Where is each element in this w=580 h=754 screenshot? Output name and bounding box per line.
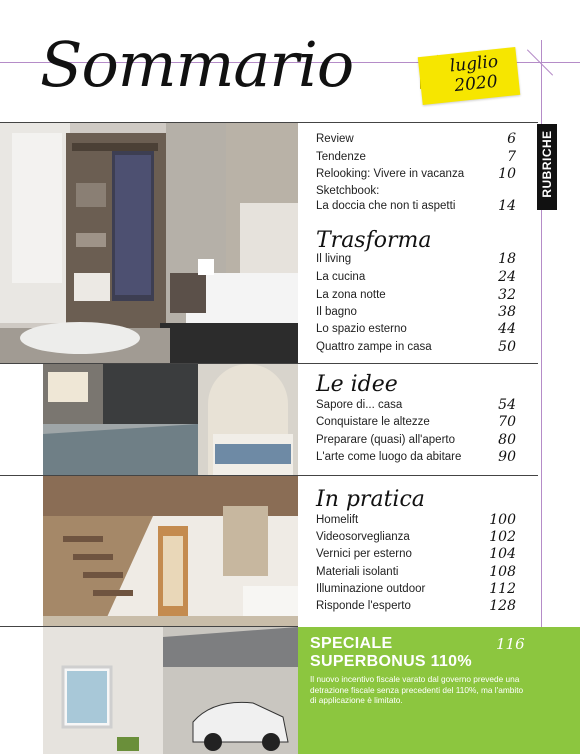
date-month: luglio (448, 51, 500, 77)
toc-entry-tendenze[interactable]: Tendenze 7 (316, 149, 516, 165)
section-title-idee: Le idee (316, 372, 398, 397)
toc-entry-sketchbook[interactable]: Sketchbook: (316, 185, 380, 197)
date-year: 2020 (453, 71, 499, 97)
toc-entry-arte[interactable]: L'arte come luogo da abitare 90 (316, 449, 516, 465)
toc-entry-quattro-zampe[interactable]: Quattro zampe in casa 50 (316, 339, 516, 355)
toc-entry-spazio-esterno[interactable]: Lo spazio esterno 44 (316, 321, 516, 337)
date-tag-text (438, 50, 512, 97)
rubriche-tab: RUBRICHE (537, 124, 557, 210)
page-title: Sommario (40, 28, 354, 101)
speciale-box[interactable] (298, 627, 580, 754)
speciale-heading: SPECIALE (310, 635, 393, 652)
speciale-subheading: SUPERBONUS 110% (310, 653, 472, 670)
toc-entry-bagno[interactable]: Il bagno 38 (316, 304, 516, 320)
toc-entry-esperto[interactable]: Risponde l'esperto 128 (316, 598, 516, 614)
speciale-description: Il nuovo incentivo fiscale varato dal governo prevede una detrazione fiscale senza precedenti del 110%, ma l'ambito di applicazione è limitato. (310, 674, 524, 705)
speciale-page: 116 (496, 635, 525, 653)
photo-stairs (43, 476, 298, 626)
section-title-pratica: In pratica (316, 487, 425, 512)
toc-entry-altezze[interactable]: Conquistare le altezze 70 (316, 414, 516, 430)
photo-bedroom (0, 123, 298, 363)
toc-entry-cucina[interactable]: La cucina 24 (316, 269, 516, 285)
toc-entry-doccia[interactable]: La doccia che non ti aspetti 14 (316, 198, 516, 214)
section-title-trasforma: Trasforma (316, 228, 432, 253)
photo-window-car (43, 627, 298, 754)
toc-entry-homelift[interactable]: Homelift 100 (316, 512, 516, 528)
toc-entry-sapore[interactable]: Sapore di... casa 54 (316, 397, 516, 413)
toc-entry-relooking[interactable]: Relooking: Vivere in vacanza 10 (316, 166, 516, 182)
photo-loft (43, 364, 298, 475)
toc-entry-illuminazione[interactable]: Illuminazione outdoor 112 (316, 581, 516, 597)
toc-entry-videosorveglianza[interactable]: Videosorveglianza 102 (316, 529, 516, 545)
toc-entry-zona-notte[interactable]: La zona notte 32 (316, 287, 516, 303)
toc-entry-review[interactable]: Review 6 (316, 131, 516, 147)
toc-entry-isolanti[interactable]: Materiali isolanti 108 (316, 564, 516, 580)
toc-entry-aperto[interactable]: Preparare (quasi) all'aperto 80 (316, 432, 516, 448)
toc-entry-living[interactable]: Il living 18 (316, 251, 516, 267)
toc-entry-vernici[interactable]: Vernici per esterno 104 (316, 546, 516, 562)
